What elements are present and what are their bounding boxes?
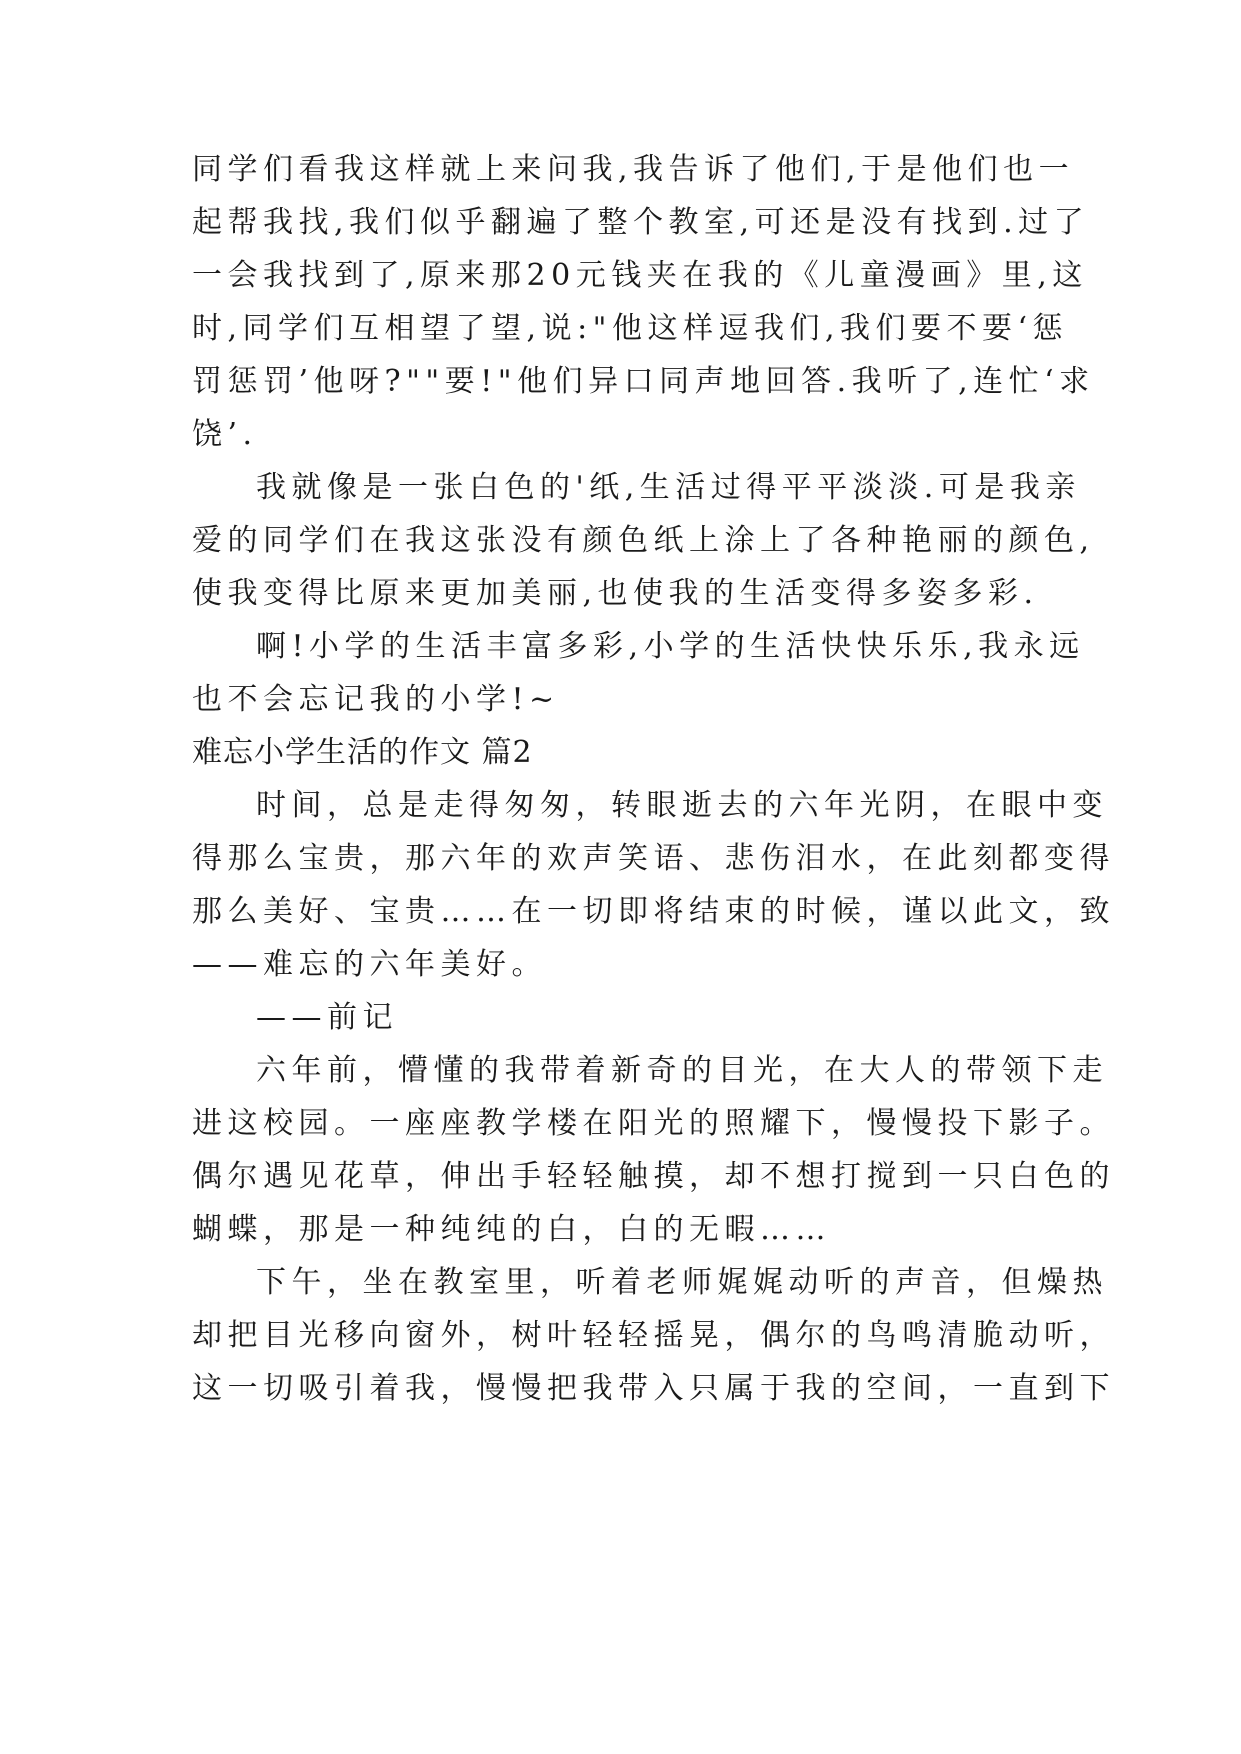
text-line: 下午，坐在教室里，听着老师娓娓动听的声音，但燥热 <box>256 1265 1108 1300</box>
text-line: 罚惩罚’他呀?""要!"他们异口同声地回答.我听了,连忙‘求 <box>192 364 1095 399</box>
text-line: 偶尔遇见花草，伸出手轻轻触摸，却不想打搅到一只白色的 <box>192 1159 1115 1194</box>
text-line: 那么美好、宝贵……在一切即将结束的时候，谨以此文，致 <box>192 894 1115 929</box>
text-line: 使我变得比原来更加美丽,也使我的生活变得多姿多彩. <box>192 576 1039 611</box>
text-line: 六年前，懵懂的我带着新奇的目光，在大人的带领下走 <box>256 1053 1108 1088</box>
text-line: 爱的同学们在我这张没有颜色纸上涂上了各种艳丽的颜色, <box>192 523 1095 558</box>
section-heading: 难忘小学生活的作文 篇2 <box>192 735 533 770</box>
text-line: 一会我找到了,原来那20元钱夹在我的《儿童漫画》里,这 <box>192 258 1088 293</box>
text-line: 也不会忘记我的小学!~ <box>192 682 560 717</box>
text-line: ——难忘的六年美好。 <box>192 947 547 982</box>
text-line: 起帮我找,我们似乎翻遍了整个教室,可还是没有找到.过了 <box>192 205 1090 240</box>
text-line: 蝴蝶，那是一种纯纯的白，白的无暇…… <box>192 1212 831 1247</box>
text-line: 得那么宝贵，那六年的欢声笑语、悲伤泪水，在此刻都变得 <box>192 841 1115 876</box>
text-line: 进这校园。一座座教学楼在阳光的照耀下，慢慢投下影子。 <box>192 1106 1115 1141</box>
text-line: 时,同学们互相望了望,说:"他这样逗我们,我们要不要‘惩 <box>192 311 1069 346</box>
text-line: 却把目光移向窗外，树叶轻轻摇晃，偶尔的鸟鸣清脆动听， <box>192 1318 1115 1353</box>
text-line: 这一切吸引着我，慢慢把我带入只属于我的空间，一直到下 <box>192 1371 1115 1406</box>
text-line: 时间，总是走得匆匆，转眼逝去的六年光阴，在眼中变 <box>256 788 1108 823</box>
text-line: 我就像是一张白色的'纸,生活过得平平淡淡.可是我亲 <box>256 470 1081 505</box>
text-line: 饶’. <box>192 417 258 452</box>
text-line: 啊!小学的生活丰富多彩,小学的生活快快乐乐,我永远 <box>256 629 1085 664</box>
text-line: 同学们看我这样就上来问我,我告诉了他们,于是他们也一 <box>192 152 1075 187</box>
text-line: ——前记 <box>256 1000 398 1035</box>
